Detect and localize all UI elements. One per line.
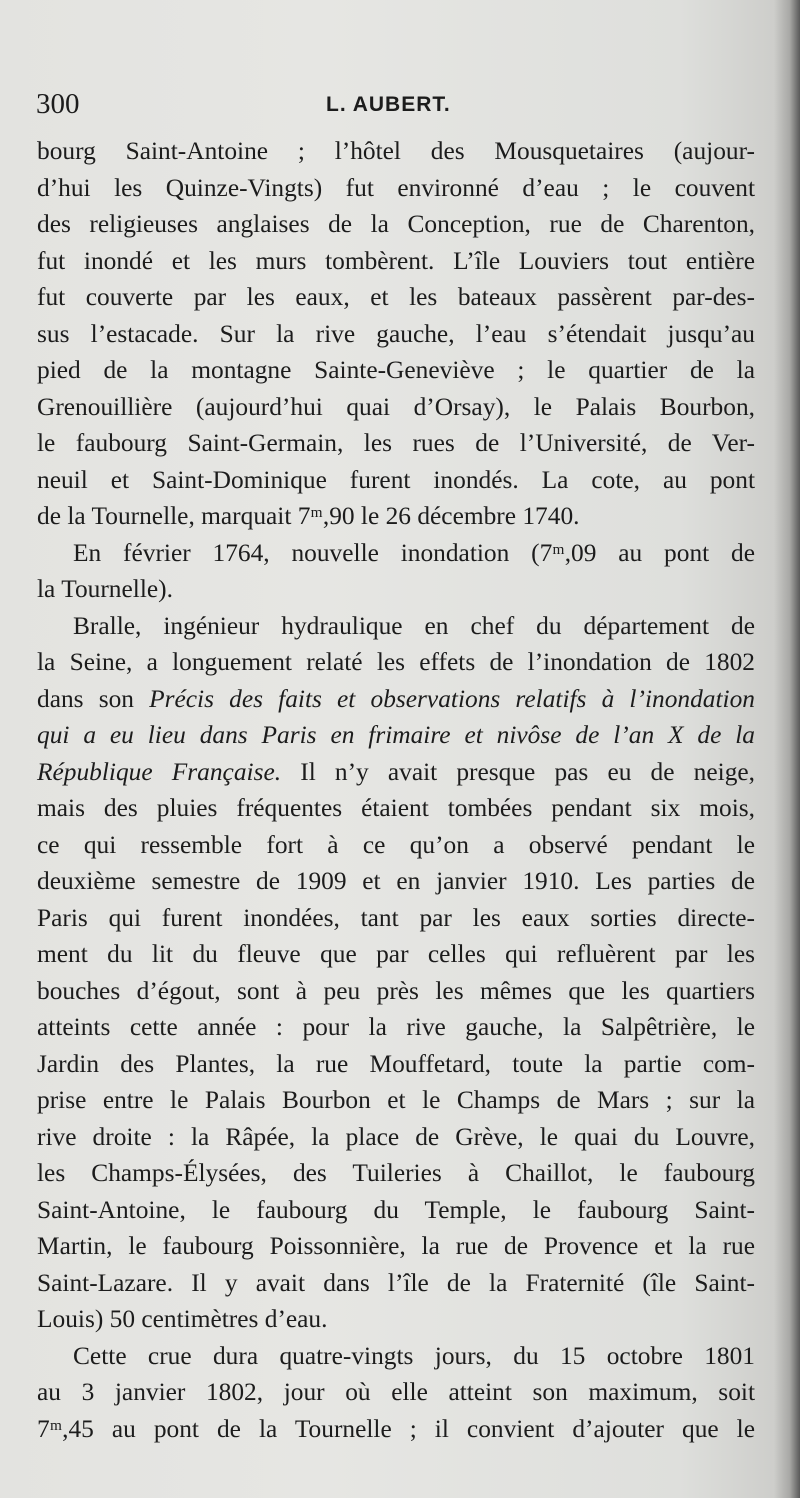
text-line: ment du lit du fleuve que par celles qui refluèrent par les	[37, 940, 755, 968]
text-line: mais des pluies fréquentes étaient tombées pendant six mois,	[37, 794, 755, 822]
text-line: atteints cette année : pour la rive gauche, la Salpêtrière, le	[37, 1013, 755, 1041]
text-line: Cette crue dura quatre-vingts jours, du 15 octobre 1801	[73, 1341, 755, 1370]
text-line-with-title	[37, 681, 755, 718]
text-line: au 3 janvier 1802, jour où elle atteint son maximum, soit	[37, 1378, 755, 1406]
text-line: la Tournelle).	[37, 575, 173, 603]
cited-title: République Française.	[37, 757, 282, 786]
text-line: fut couverte par les eaux, et les bateaux passèrent par-des-	[37, 283, 755, 311]
text-line: d’hui les Quinze-Vingts) fut environné d’eau ; le couvent	[37, 173, 755, 202]
text-line: sus l’estacade. Sur la rive gauche, l’eau s’étendait jusqu’au	[37, 319, 755, 348]
text-line: fut inondé et les murs tombèrent. L’île Louviers tout entière	[37, 246, 755, 275]
text-fragment: Il n’y avait presque pas eu de neige,	[300, 757, 756, 786]
text-line: Paris qui furent inondées, tant par les eaux sorties directe-	[37, 903, 755, 932]
page-header	[36, 88, 756, 120]
text-line: deuxième semestre de 1909 et en janvier 1910. Les parties de	[37, 867, 755, 895]
text-line-with-title	[37, 754, 755, 791]
text-line: Grenouillière (aujourd’hui quai d’Orsay), le Palais Bourbon,	[37, 392, 755, 421]
cited-title: Précis des faits et observations relatifs à l’inondation	[149, 684, 755, 713]
text-line: Jardin des Plantes, la rue Mouffetard, toute la partie com-	[37, 1049, 755, 1078]
page-number: 300	[36, 88, 80, 120]
text-line: bourg Saint-Antoine ; l’hôtel des Mousquetaires (aujour-	[37, 137, 755, 165]
text-line: ce qui ressemble fort à ce qu’on a observé pendant le	[37, 830, 755, 859]
text-line: Louis) 50 centimètres d’eau.	[37, 1305, 328, 1333]
text-line: rive droite : la Râpée, la place de Grève, le quai du Louvre,	[37, 1122, 755, 1151]
text-line: Martin, le faubourg Poissonnière, la rue de Provence et la rue	[37, 1232, 755, 1260]
text-fragment: dans son	[37, 684, 134, 713]
text-line: Bralle, ingénieur hydraulique en chef du département de	[73, 611, 755, 640]
text-line: Saint-Antoine, le faubourg du Temple, le faubourg Saint-	[37, 1195, 755, 1224]
text-line: le faubourg Saint-Germain, les rues de l’Université, de Ver-	[37, 429, 755, 457]
text-line: neuil et Saint-Dominique furent inondés. La cote, au pont	[37, 465, 755, 494]
body-text	[37, 133, 755, 1447]
text-line: prise entre le Palais Bourbon et le Champs de Mars ; sur la	[37, 1086, 755, 1114]
text-line: des religieuses anglaises de la Conception, rue de Charenton,	[37, 210, 755, 238]
running-head: L. AUBERT.	[326, 93, 451, 116]
cited-title-line: qui a eu lieu dans Paris en frimaire et nivôse de l’an X de la	[37, 721, 755, 749]
text-line: pied de la montagne Sainte-Geneviève ; le quartier de la	[37, 356, 755, 384]
text-line: de la Tournelle, marquait 7ᵐ,90 le 26 décembre 1740.	[37, 502, 580, 530]
text-line: la Seine, a longuement relaté les effets de l’inondation de 1802	[37, 648, 755, 676]
text-line: 7ᵐ,45 au pont de la Tournelle ; il convient d’ajouter que le	[37, 1414, 755, 1443]
text-line: les Champs-Élysées, des Tuileries à Chaillot, le faubourg	[37, 1159, 755, 1187]
text-line: bouches d’égout, sont à peu près les mêmes que les quartiers	[37, 976, 755, 1005]
text-line: Saint-Lazare. Il y avait dans l’île de la Fraternité (île Saint-	[37, 1268, 755, 1297]
page-gutter-shadow	[774, 0, 800, 1498]
text-line: En février 1764, nouvelle inondation (7ᵐ,09 au pont de	[73, 538, 755, 567]
